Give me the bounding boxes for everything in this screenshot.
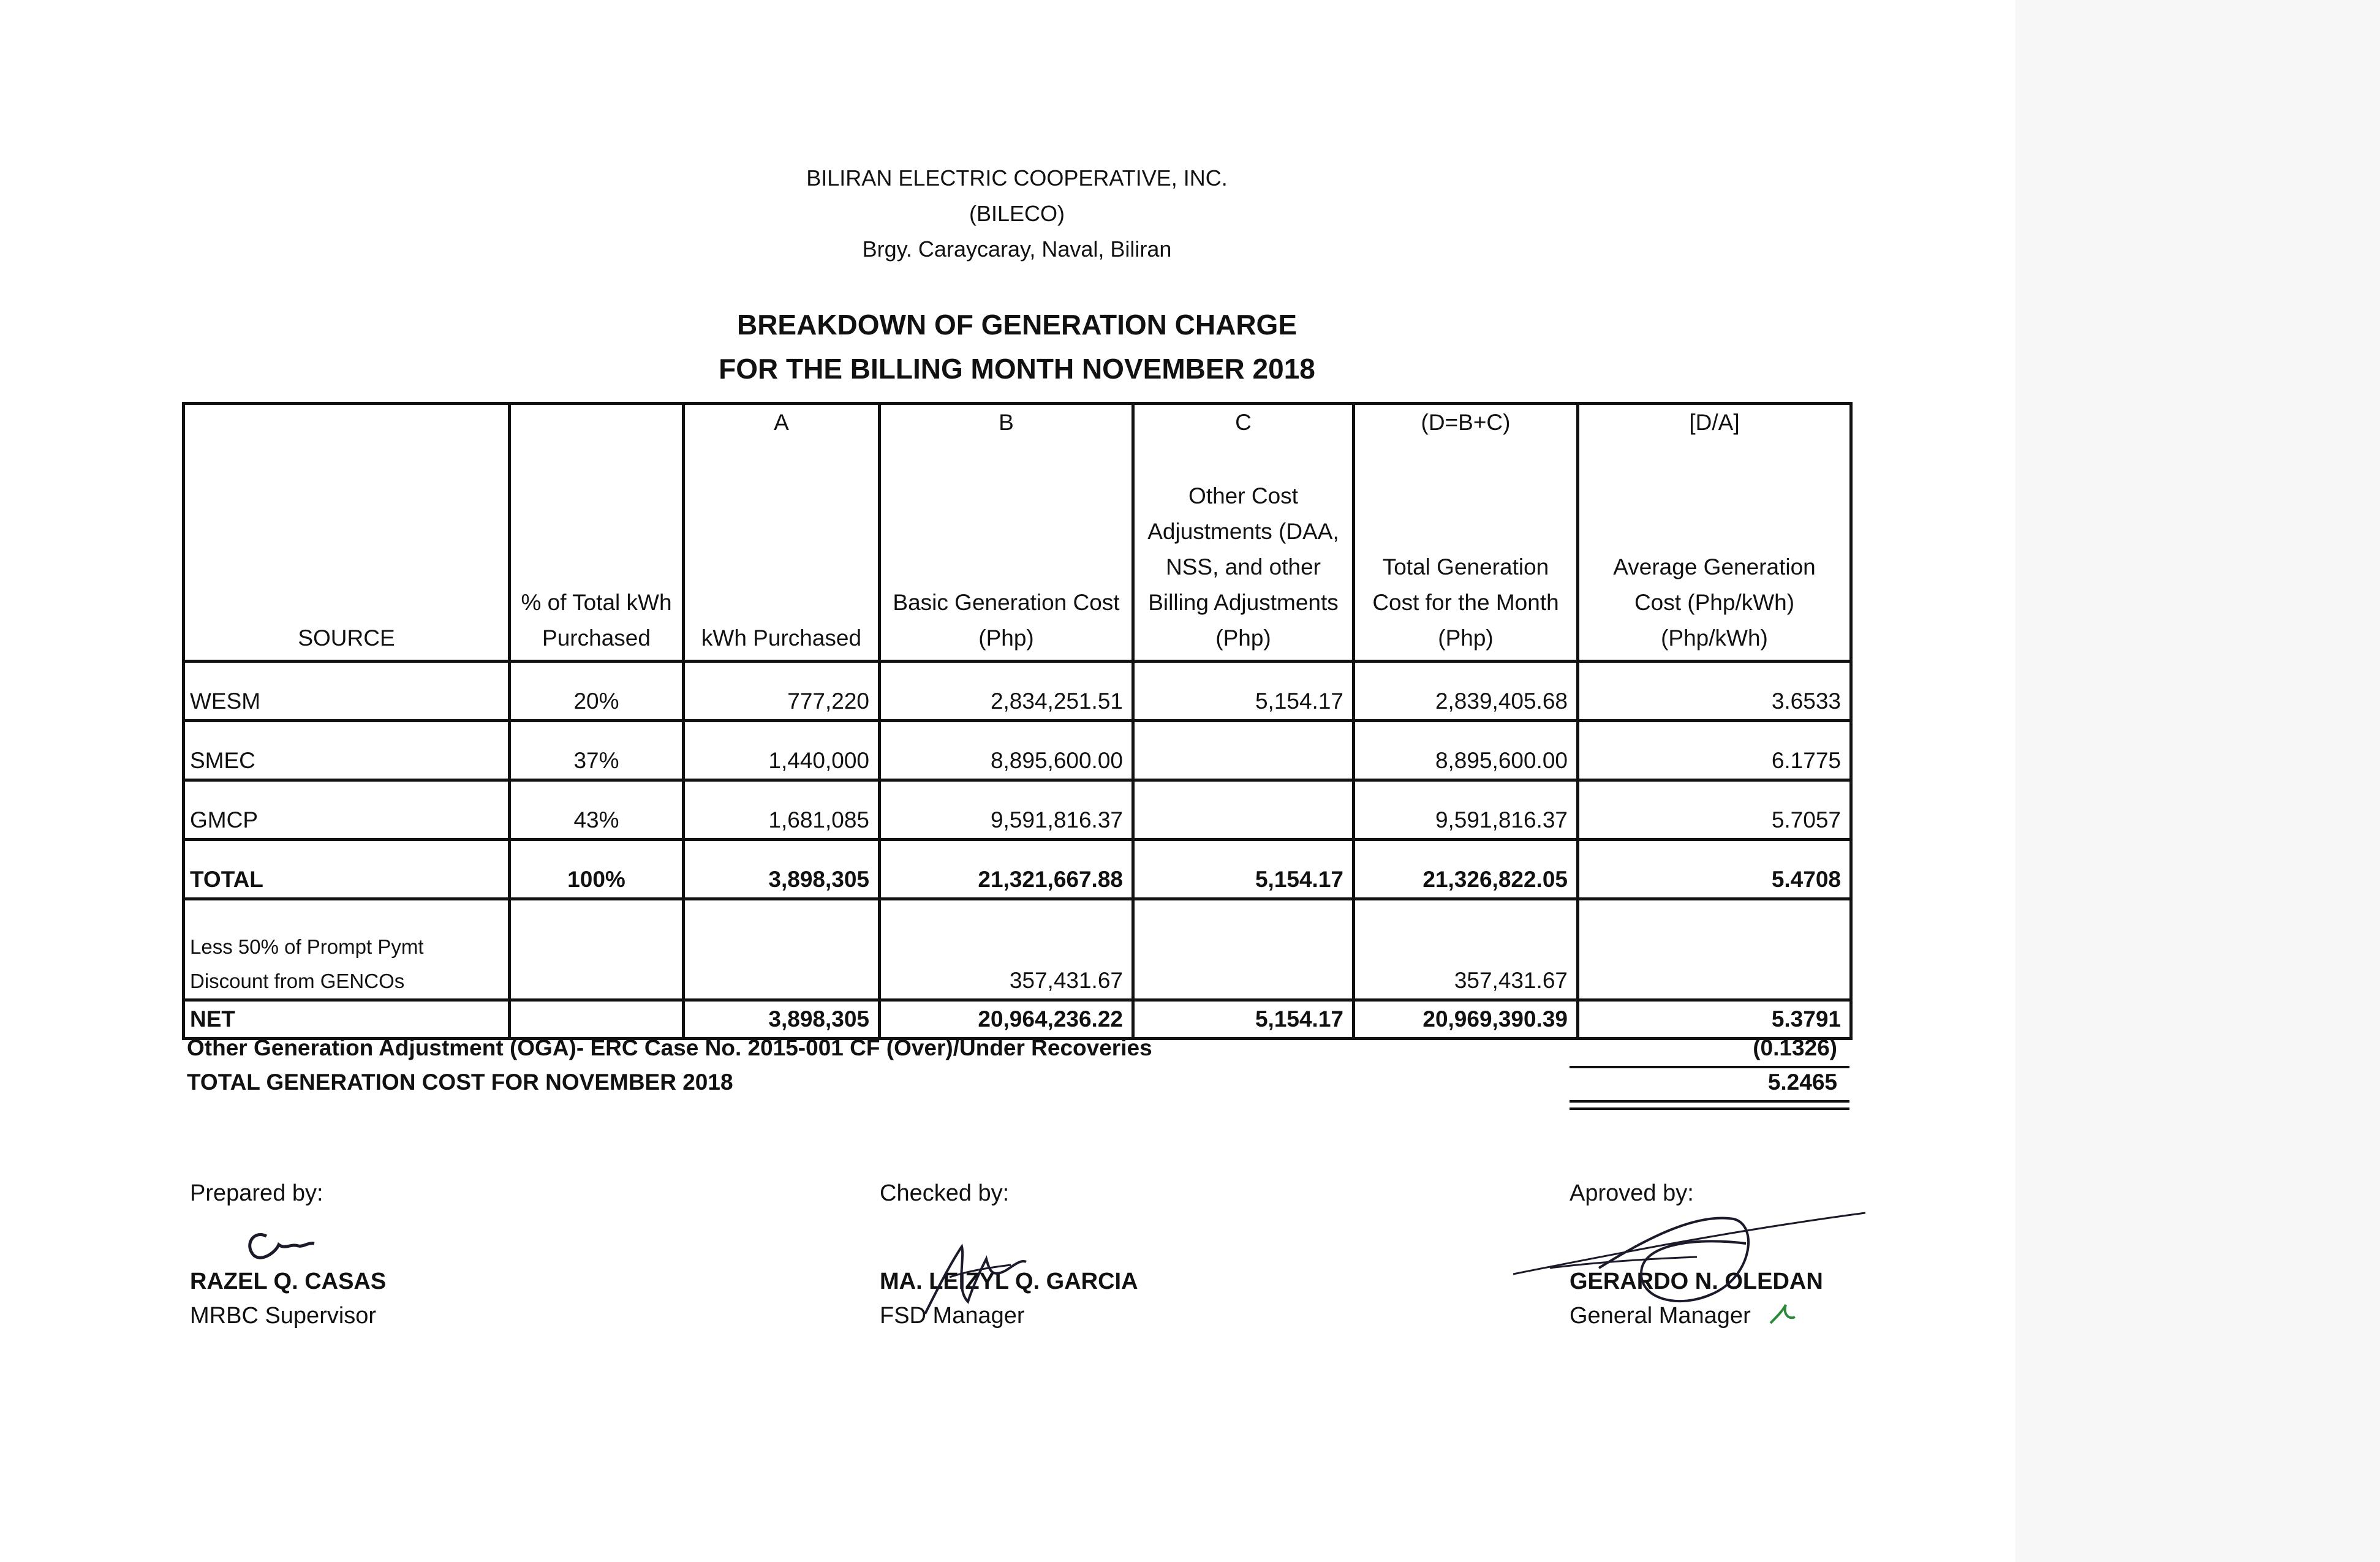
other-cost-cell: 5,154.17 (1133, 840, 1354, 899)
total-generation-value: 5.2465 (1767, 1070, 1837, 1095)
basic-cost-cell: 20,964,236.22 (880, 1000, 1133, 1039)
kwh-cell: 1,440,000 (684, 721, 880, 780)
pct-cell: 100% (510, 840, 684, 899)
scan-edge (2015, 0, 2380, 1562)
column-tag: B (999, 410, 1014, 435)
source-cell: TOTAL (184, 840, 510, 899)
basic-cost-cell: 9,591,816.37 (880, 780, 1133, 840)
checked-by-title: FSD Manager (880, 1303, 1025, 1329)
oga-value: (0.1326) (1753, 1035, 1837, 1060)
column-header (1354, 404, 1578, 662)
total-cost-cell: 8,895,600.00 (1354, 721, 1578, 780)
checked-by-name: MA. LEIZYL Q. GARCIA (880, 1269, 1138, 1294)
approved-by-name: GERARDO N. OLEDAN (1570, 1269, 1823, 1294)
basic-cost-cell: 2,834,251.51 (880, 662, 1133, 721)
avg-cost-cell: 6.1775 (1578, 721, 1851, 780)
total-cost-cell: 20,969,390.39 (1354, 1000, 1578, 1039)
other-cost-cell: 5,154.17 (1133, 1000, 1354, 1039)
less-label-line-2: Discount from GENCOs (190, 970, 405, 992)
basic-cost-cell: 8,895,600.00 (880, 721, 1133, 780)
signature-checked (913, 1234, 1035, 1326)
column-tag: A (774, 410, 789, 435)
avg-cost-cell: 5.7057 (1578, 780, 1851, 840)
total-cost-cell: 357,431.67 (1354, 899, 1578, 1000)
oga-label: Other Generation Adjustment (OGA)- ERC Case No. 2015-001 CF (Over)/Under Recoveries (187, 1035, 1152, 1060)
org-header (0, 160, 2034, 267)
kwh-cell: 777,220 (684, 662, 880, 721)
other-cost-cell (1133, 780, 1354, 840)
empty-cell (510, 1000, 684, 1039)
signature-approved (1513, 1201, 1868, 1329)
avg-cost-cell: 5.4708 (1578, 840, 1851, 899)
signature-prepared (242, 1225, 328, 1268)
column-header (1578, 404, 1851, 662)
generation-charge-table (182, 402, 1853, 1040)
avg-cost-cell: 5.3791 (1578, 1000, 1851, 1039)
prepared-by-title: MRBC Supervisor (190, 1303, 377, 1329)
title-line-2: FOR THE BILLING MONTH NOVEMBER 2018 (719, 353, 1315, 385)
title-line-1: BREAKDOWN OF GENERATION CHARGE (736, 309, 1298, 341)
pct-cell: 37% (510, 721, 684, 780)
kwh-cell: 3,898,305 (684, 840, 880, 899)
empty-cell (1133, 899, 1354, 1000)
column-header (184, 404, 510, 662)
column-label: Average Generation Cost (Php/kWh) (Php/kWh) (1613, 554, 1816, 651)
table-header-row (184, 404, 1851, 662)
source-cell: WESM (184, 662, 510, 721)
double-underline-bottom (1570, 1107, 1849, 1110)
approved-by-label: Aproved by: (1570, 1180, 1694, 1206)
pct-cell: 43% (510, 780, 684, 840)
column-header (1133, 404, 1354, 662)
column-label: kWh Purchased (701, 625, 862, 651)
other-cost-cell: 5,154.17 (1133, 662, 1354, 721)
less-discount-row (184, 899, 1851, 1000)
source-cell: NET (184, 1000, 510, 1039)
source-cell: GMCP (184, 780, 510, 840)
less-label-line-1: Less 50% of Prompt Pymt (190, 935, 424, 958)
document-title (0, 303, 2034, 391)
checked-by-label: Checked by: (880, 1180, 1010, 1206)
total-cost-cell: 2,839,405.68 (1354, 662, 1578, 721)
approved-by-title: General Manager (1570, 1303, 1751, 1329)
org-address: Brgy. Caraycaray, Naval, Biliran (862, 236, 1172, 262)
org-abbr: (BILECO) (969, 201, 1065, 226)
empty-cell (510, 899, 684, 1000)
prepared-by-label: Prepared by: (190, 1180, 323, 1206)
column-label: SOURCE (298, 625, 395, 651)
other-cost-cell (1133, 721, 1354, 780)
total-generation-label: TOTAL GENERATION COST FOR NOVEMBER 2018 (187, 1070, 733, 1095)
prepared-by-name: RAZEL Q. CASAS (190, 1269, 387, 1294)
column-label: % of Total kWh Purchased (521, 590, 672, 651)
basic-cost-cell: 21,321,667.88 (880, 840, 1133, 899)
double-underline-top (1570, 1100, 1849, 1103)
total-cost-cell: 21,326,822.05 (1354, 840, 1578, 899)
column-tag: C (1235, 410, 1252, 435)
total-cost-cell: 9,591,816.37 (1354, 780, 1578, 840)
basic-cost-cell: 357,431.67 (880, 899, 1133, 1000)
column-label: Other Cost Adjustments (DAA, NSS, and other Billing Adjustments (Php) (1147, 483, 1339, 651)
avg-cost-cell: 3.6533 (1578, 662, 1851, 721)
empty-cell (684, 899, 880, 1000)
empty-cell (1578, 899, 1851, 1000)
kwh-cell: 1,681,085 (684, 780, 880, 840)
column-tag: [D/A] (1689, 410, 1740, 435)
net-row (184, 1000, 1851, 1039)
kwh-cell: 3,898,305 (684, 1000, 880, 1039)
column-label: Basic Generation Cost (Php) (893, 590, 1120, 651)
table-row (184, 662, 1851, 721)
less-discount-label (184, 899, 510, 1000)
org-name: BILIRAN ELECTRIC COOPERATIVE, INC. (806, 165, 1228, 191)
column-header (510, 404, 684, 662)
table-row (184, 780, 1851, 840)
column-header (684, 404, 880, 662)
oga-underline (1570, 1066, 1849, 1068)
table-row (184, 721, 1851, 780)
column-header (880, 404, 1133, 662)
pct-cell: 20% (510, 662, 684, 721)
total-row (184, 840, 1851, 899)
column-label: Total Generation Cost for the Month (Php) (1372, 554, 1559, 651)
column-tag: (D=B+C) (1421, 410, 1511, 435)
source-cell: SMEC (184, 721, 510, 780)
